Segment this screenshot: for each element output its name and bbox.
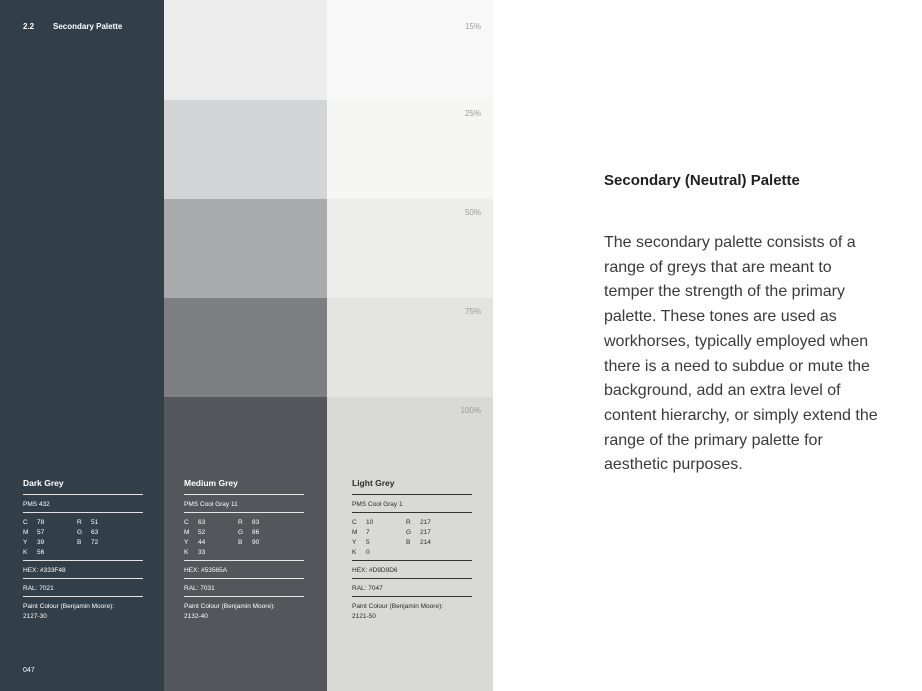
rgb-value: 217 [420, 529, 431, 536]
ral-value: RAL: 7047 [352, 585, 383, 592]
cmyk-key: C [23, 519, 28, 526]
paint-label: Paint Colour (Benjamin Moore): [352, 603, 444, 610]
cmyk-key: M [184, 529, 190, 536]
rgb-key: B [77, 539, 82, 546]
paint-label: Paint Colour (Benjamin Moore): [23, 603, 115, 610]
cmyk-rgb-grid [23, 518, 143, 558]
rgb-key: G [406, 529, 412, 536]
rgb-value: 90 [252, 539, 260, 546]
cmyk-value: 5 [366, 539, 370, 546]
divider [23, 596, 143, 597]
light-grey-spec [352, 477, 472, 622]
column-label: Colour [276, 22, 300, 31]
tint-label-75: 75% [464, 307, 481, 316]
page-number: 047 [23, 667, 35, 674]
cmyk-value: 56 [37, 549, 45, 556]
hex-value: HEX: #D9D9D6 [352, 567, 398, 574]
rgb-key: B [238, 539, 243, 546]
divider [352, 512, 472, 513]
pms-value: PMS Cool Gray 1 [352, 501, 403, 508]
divider [23, 512, 143, 513]
divider [184, 494, 304, 495]
cmyk-value: 33 [198, 549, 206, 556]
section-title: Secondary Palette [53, 22, 123, 31]
cmyk-value: 39 [37, 539, 45, 546]
cmyk-key: K [352, 549, 357, 556]
section-number: 2.2 [23, 22, 35, 31]
medium-tint-15 [164, 0, 327, 100]
paint-value: 2127-30 [23, 613, 47, 620]
paint-value: 2132-40 [184, 613, 208, 620]
divider [184, 560, 304, 561]
rgb-value: 63 [91, 529, 99, 536]
rgb-key: B [406, 539, 411, 546]
tint-label-25: 25% [464, 109, 481, 118]
cmyk-value: 0 [366, 549, 370, 556]
hex-value: HEX: #53565A [184, 567, 228, 574]
swatch-name: Medium Grey [184, 478, 238, 488]
cmyk-key: Y [184, 539, 189, 546]
tint-label-100: 100% [460, 406, 481, 415]
rgb-key: G [77, 529, 83, 536]
cmyk-value: 44 [198, 539, 206, 546]
tint-label-50: 50% [464, 208, 481, 217]
cmyk-key: Y [352, 539, 357, 546]
rgb-value: 51 [91, 519, 99, 526]
paint-label: Paint Colour (Benjamin Moore): [184, 603, 276, 610]
pms-value: PMS Cool Gray 11 [184, 501, 238, 508]
medium-tint-75 [164, 298, 327, 397]
ral-value: RAL: 7021 [23, 585, 54, 592]
rgb-key: G [238, 529, 244, 536]
medium-grey-spec [184, 477, 304, 622]
rgb-value: 72 [91, 539, 99, 546]
cmyk-rgb-grid [184, 518, 304, 558]
cmyk-value: 10 [366, 519, 374, 526]
divider [23, 578, 143, 579]
pms-value: PMS 432 [23, 501, 50, 508]
description-title: Secondary (Neutral) Palette [604, 172, 800, 189]
divider [352, 560, 472, 561]
rgb-key: R [238, 519, 243, 526]
cmyk-value: 57 [37, 529, 45, 536]
cmyk-value: 52 [198, 529, 206, 536]
rgb-value: 217 [420, 519, 431, 526]
rgb-key: R [77, 519, 82, 526]
cmyk-key: K [184, 549, 189, 556]
rgb-value: 83 [252, 519, 260, 526]
divider [23, 494, 143, 495]
medium-tint-50 [164, 199, 327, 298]
cmyk-key: M [352, 529, 358, 536]
divider [352, 578, 472, 579]
dark-grey-spec [23, 477, 143, 622]
rgb-value: 214 [420, 539, 431, 546]
divider [352, 494, 472, 495]
divider [23, 560, 143, 561]
paint-value: 2121-50 [352, 613, 376, 620]
cmyk-rgb-grid [352, 518, 472, 558]
ral-value: RAL: 7031 [184, 585, 215, 592]
cmyk-value: 7 [366, 529, 370, 536]
cmyk-key: C [352, 519, 357, 526]
rgb-key: R [406, 519, 411, 526]
divider [184, 512, 304, 513]
divider [184, 578, 304, 579]
light-tint-15 [327, 0, 493, 100]
light-tint-75 [327, 298, 493, 397]
cmyk-key: M [23, 529, 29, 536]
hex-value: HEX: #333F48 [23, 567, 66, 574]
description-body: The secondary palette consists of a range of greys that are meant to temper the strength of the primary palette. These tones are used as workhorses, typically employed when there is a need to subdue or mute the background, add an extra level of content hierarchy, or simply extend the range of the primary palette for aesthetic purposes. [604, 234, 878, 474]
rgb-value: 86 [252, 529, 260, 536]
divider [352, 596, 472, 597]
light-tint-50 [327, 199, 493, 298]
swatch-name: Dark Grey [23, 478, 64, 488]
cmyk-key: K [23, 549, 28, 556]
medium-tint-25 [164, 100, 327, 199]
divider [184, 596, 304, 597]
light-tint-25 [327, 100, 493, 199]
tint-label-15: 15% [464, 22, 481, 31]
cmyk-value: 78 [37, 519, 45, 526]
cmyk-value: 63 [198, 519, 206, 526]
cmyk-key: C [184, 519, 189, 526]
swatch-name: Light Grey [352, 478, 395, 488]
cmyk-key: Y [23, 539, 28, 546]
